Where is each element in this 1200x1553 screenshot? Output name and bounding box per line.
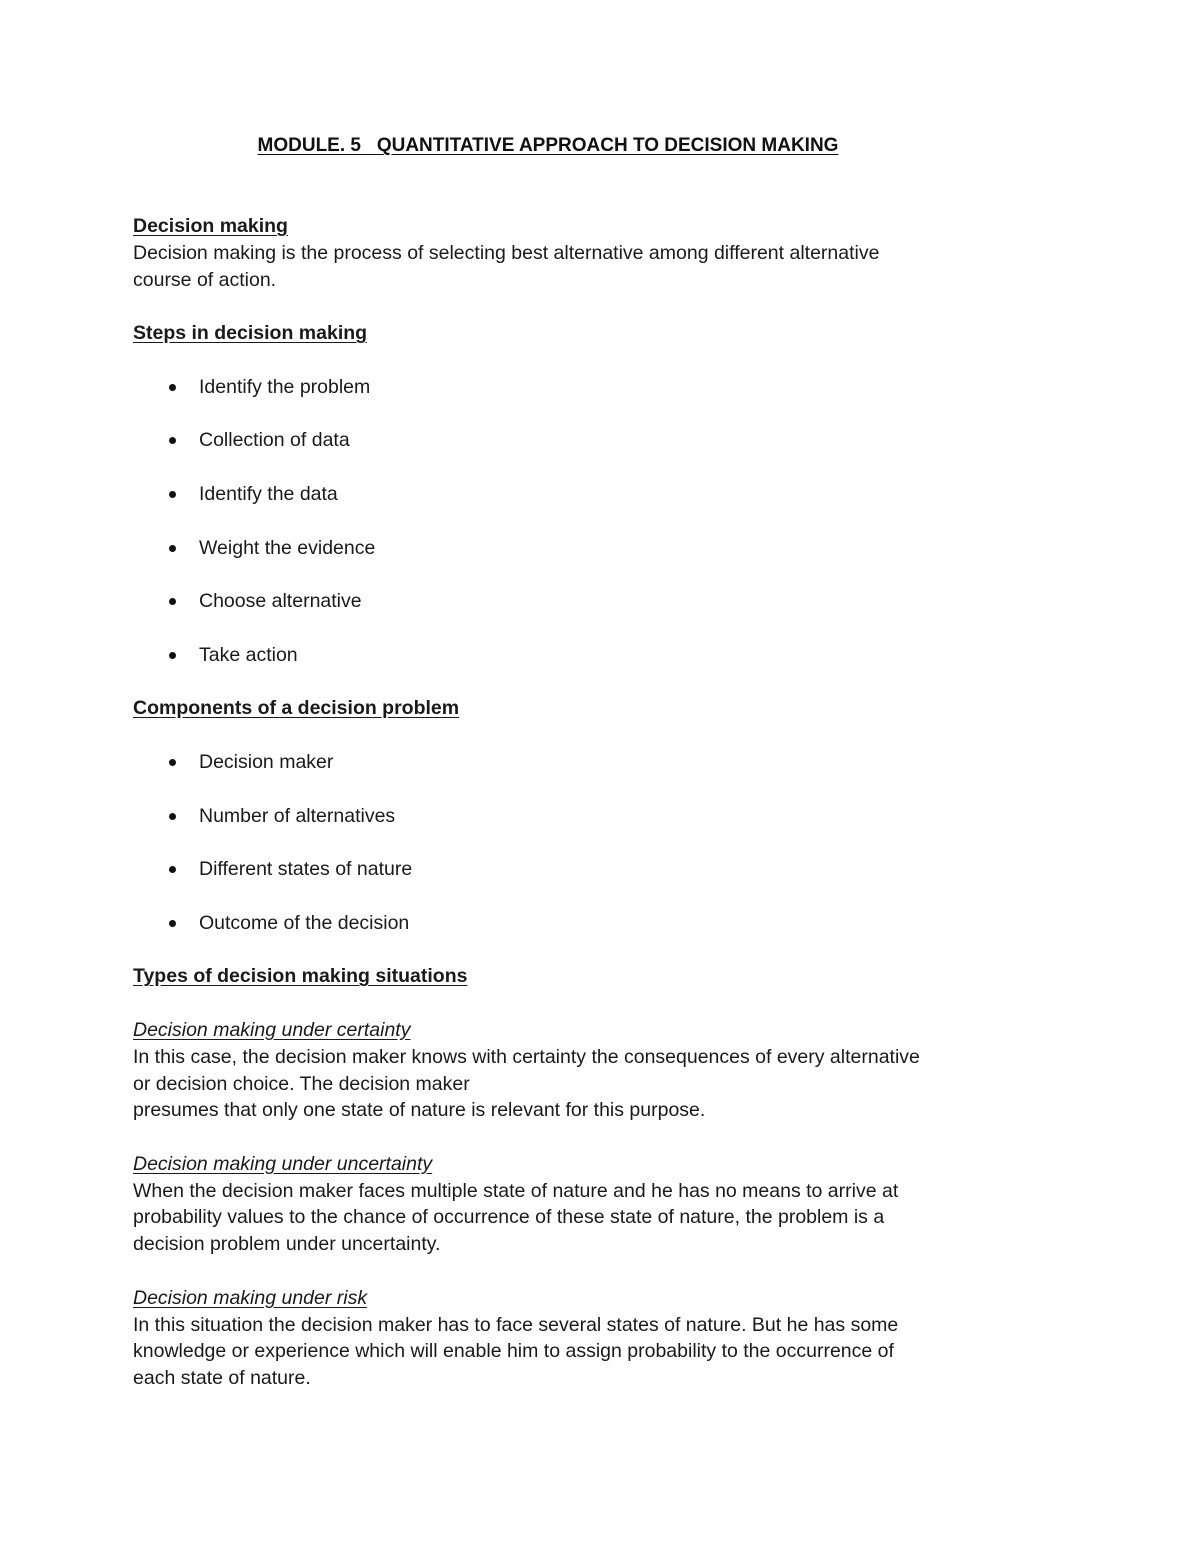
bullet-icon — [169, 866, 176, 873]
list-item — [133, 374, 963, 401]
subheading-certainty: Decision making under certainty — [133, 1018, 411, 1041]
list-item — [133, 642, 963, 669]
spacer — [133, 347, 963, 374]
document-title: MODULE. 5 QUANTITATIVE APPROACH TO DECISION MAKING — [257, 135, 839, 156]
list-item — [133, 803, 963, 830]
bullet-icon — [169, 813, 176, 820]
list-item-text: Take action — [199, 643, 298, 666]
list-item — [133, 481, 963, 508]
paragraph-line: or decision choice. The decision maker — [133, 1072, 470, 1095]
list-item-text: Outcome of the decision — [199, 911, 410, 934]
list-item-text: Collection of data — [199, 429, 350, 452]
list-item-text: Different states of nature — [199, 858, 413, 881]
list-item-text: Decision maker — [199, 750, 334, 773]
bullet-icon — [169, 920, 176, 927]
bullet-icon — [169, 491, 176, 498]
list-item-text: Weight the evidence — [199, 536, 376, 559]
bullet-icon — [169, 652, 176, 659]
spacer — [133, 990, 963, 1017]
spacer — [133, 722, 963, 749]
bullet-icon — [169, 384, 176, 391]
paragraph-line: each state of nature. — [133, 1367, 311, 1390]
paragraph-line: In this case, the decision maker knows with certainty the consequences of every alternative — [133, 1045, 920, 1068]
bullet-icon — [169, 545, 176, 552]
spacer — [133, 293, 963, 320]
paragraph-line: When the decision maker faces multiple state of nature and he has no means to arrive at — [133, 1179, 899, 1202]
spacer — [133, 1258, 963, 1285]
paragraph-line: knowledge or experience which will enable him to assign probability to the occurrence of — [133, 1340, 894, 1363]
list-item — [133, 856, 963, 883]
paragraph-line: probability values to the chance of occurrence of these state of nature, the problem is a — [133, 1206, 885, 1229]
list-item — [133, 749, 963, 776]
list-item-text: Identify the problem — [199, 375, 371, 398]
document-body — [133, 213, 963, 1392]
list-item — [133, 535, 963, 562]
bullet-icon — [169, 437, 176, 444]
paragraph-line: decision problem under uncertainty. — [133, 1233, 441, 1256]
list-item — [133, 427, 963, 454]
list-item — [133, 910, 963, 937]
section-heading-components: Components of a decision problem — [133, 697, 460, 720]
section-heading-steps: Steps in decision making — [133, 322, 368, 345]
paragraph-line: Decision making is the process of selecting best alternative among different alternative — [133, 241, 880, 264]
subheading-risk: Decision making under risk — [133, 1286, 368, 1309]
section-heading-types: Types of decision making situations — [133, 965, 468, 988]
list-item-text: Number of alternatives — [199, 804, 396, 827]
steps-list — [133, 374, 963, 669]
list-item-text: Identify the data — [199, 482, 338, 505]
bullet-icon — [169, 598, 176, 605]
section-heading-decision-making: Decision making — [133, 215, 288, 237]
list-item — [133, 588, 963, 615]
paragraph-line: In this situation the decision maker has to face several states of nature. But he has some — [133, 1313, 899, 1336]
subheading-uncertainty: Decision making under uncertainty — [133, 1152, 433, 1175]
list-item-text: Choose alternative — [199, 590, 362, 613]
paragraph-line: course of action. — [133, 268, 277, 291]
spacer — [133, 1124, 963, 1151]
components-list — [133, 749, 963, 937]
paragraph-line: presumes that only one state of nature is relevant for this purpose. — [133, 1099, 706, 1122]
bullet-icon — [169, 759, 176, 766]
